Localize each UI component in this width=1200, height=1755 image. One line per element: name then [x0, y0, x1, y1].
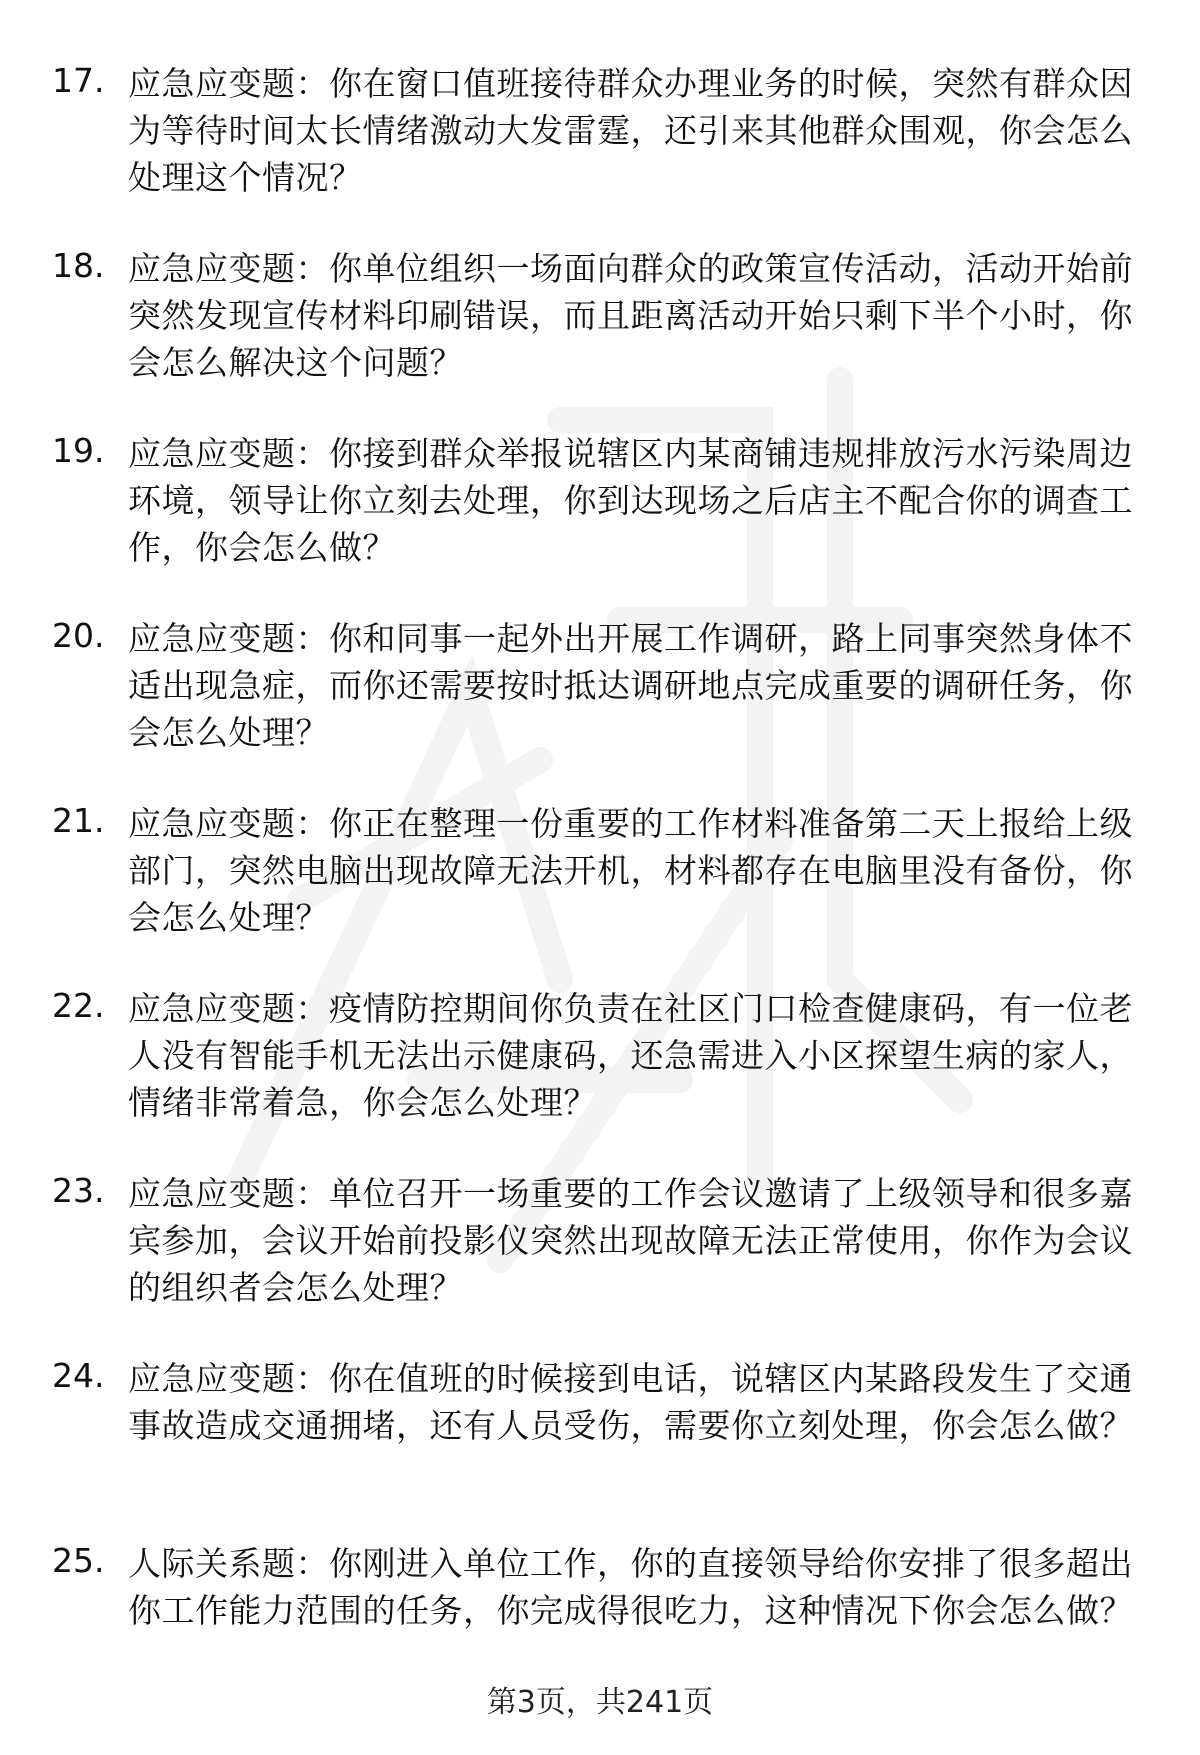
page-footer: 第3页，共241页 — [486, 1685, 714, 1720]
question-item — [52, 1170, 1142, 1325]
question-text: 应急应变题：单位召开一场重要的工作会议邀请了上级领导和很多嘉宾参加，会议开始前投影仪突然出现故障无法正常使用，你作为会议的组织者会怎么处理？ — [128, 1174, 1133, 1307]
question-text: 应急应变题：你在窗口值班接待群众办理业务的时候，突然有群众因为等待时间太长情绪激动大发雷霆，还引来其他群众围观，你会怎么处理这个情况？ — [128, 64, 1133, 197]
question-item — [52, 1355, 1142, 1510]
question-number: 25. — [52, 1541, 105, 1580]
question-text: 应急应变题：你单位组织一场面向群众的政策宣传活动，活动开始前突然发现宣传材料印刷错误，而且距离活动开始只剩下半个小时，你会怎么解决这个问题？ — [128, 249, 1133, 382]
question-number: 21. — [52, 801, 105, 840]
question-text: 应急应变题：你正在整理一份重要的工作材料准备第二天上报给上级部门，突然电脑出现故障无法开机，材料都存在电脑里没有备份，你会怎么处理？ — [128, 804, 1133, 937]
question-text: 应急应变题：你在值班的时候接到电话，说辖区内某路段发生了交通事故造成交通拥堵，还有人员受伤，需要你立刻处理，你会怎么做？ — [128, 1359, 1133, 1445]
question-text: 应急应变题：你接到群众举报说辖区内某商铺违规排放污水污染周边环境，领导让你立刻去处理，你到达现场之后店主不配合你的调查工作，你会怎么做？ — [128, 434, 1133, 567]
question-item — [52, 1540, 1142, 1695]
question-item — [52, 60, 1142, 215]
question-number: 24. — [52, 1356, 105, 1395]
question-number: 22. — [52, 986, 105, 1025]
question-text: 人际关系题：你刚进入单位工作，你的直接领导给你安排了很多超出你工作能力范围的任务，你完成得很吃力，这种情况下你会怎么做？ — [128, 1544, 1133, 1630]
question-list — [52, 60, 1142, 1725]
question-item — [52, 245, 1142, 400]
question-number: 18. — [52, 246, 105, 285]
question-item — [52, 615, 1142, 770]
question-text: 应急应变题：你和同事一起外出开展工作调研，路上同事突然身体不适出现急症，而你还需要按时抵达调研地点完成重要的调研任务，你会怎么处理？ — [128, 619, 1133, 752]
question-item — [52, 430, 1142, 585]
question-text: 应急应变题：疫情防控期间你负责在社区门口检查健康码，有一位老人没有智能手机无法出示健康码，还急需进入小区探望生病的家人，情绪非常着急，你会怎么处理？ — [128, 989, 1133, 1122]
question-item — [52, 985, 1142, 1140]
question-number: 23. — [52, 1171, 105, 1210]
question-number: 17. — [52, 61, 105, 100]
question-item — [52, 800, 1142, 955]
question-number: 19. — [52, 431, 105, 470]
question-number: 20. — [52, 616, 105, 655]
